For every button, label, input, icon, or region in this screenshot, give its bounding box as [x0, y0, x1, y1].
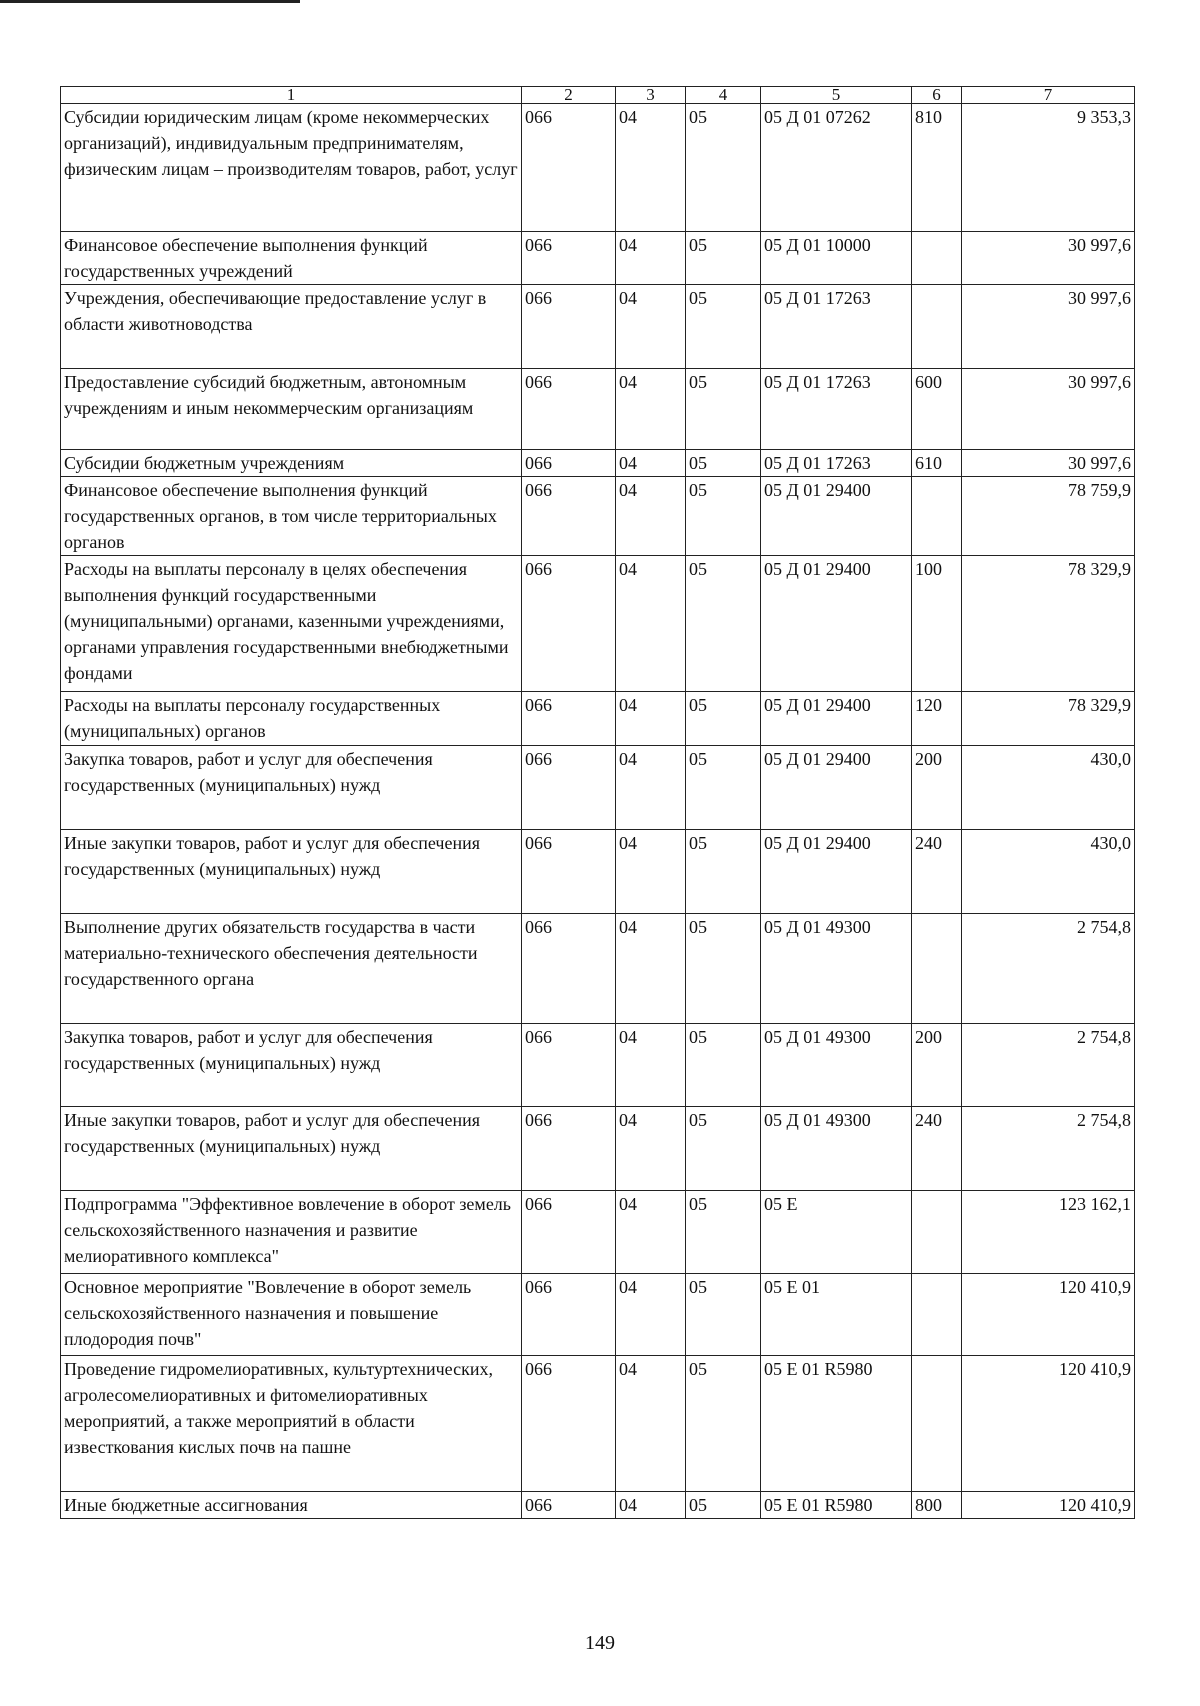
cell-c5: 05 Д 01 17263 [761, 450, 912, 477]
cell-c2: 066 [522, 285, 616, 369]
cell-c3: 04 [616, 1492, 686, 1519]
cell-amount: 123 162,1 [962, 1191, 1135, 1274]
table-row [61, 369, 1135, 450]
cell-name: Подпрограмма "Эффективное вовлечение в оборот земель сельскохозяйственного назначения и развитие мелиоративного комплекса" [61, 1191, 522, 1274]
cell-c6 [912, 1191, 962, 1274]
cell-name: Расходы на выплаты персоналу государственных (муниципальных) органов [61, 692, 522, 746]
cell-c4: 05 [686, 1024, 761, 1107]
cell-c2: 066 [522, 692, 616, 746]
cell-c6: 800 [912, 1492, 962, 1519]
table-row [61, 1024, 1135, 1107]
budget-table [60, 86, 1135, 1519]
table-row [61, 477, 1135, 556]
cell-c6: 120 [912, 692, 962, 746]
cell-name: Иные закупки товаров, работ и услуг для обеспечения государственных (муниципальных) нужд [61, 830, 522, 914]
cell-name: Иные бюджетные ассигнования [61, 1492, 522, 1519]
cell-c3: 04 [616, 1107, 686, 1191]
cell-c3: 04 [616, 232, 686, 285]
cell-c4: 05 [686, 1492, 761, 1519]
cell-amount: 78 329,9 [962, 692, 1135, 746]
cell-c4: 05 [686, 477, 761, 556]
cell-c6 [912, 914, 962, 1024]
table-row [61, 1356, 1135, 1492]
cell-amount: 78 759,9 [962, 477, 1135, 556]
cell-c2: 066 [522, 1191, 616, 1274]
cell-amount: 30 997,6 [962, 450, 1135, 477]
cell-amount: 30 997,6 [962, 369, 1135, 450]
cell-amount: 430,0 [962, 746, 1135, 830]
cell-c6: 100 [912, 556, 962, 692]
cell-amount: 2 754,8 [962, 1024, 1135, 1107]
cell-amount: 2 754,8 [962, 1107, 1135, 1191]
cell-c5: 05 Д 01 49300 [761, 914, 912, 1024]
cell-c6: 200 [912, 746, 962, 830]
col-header: 6 [912, 87, 962, 104]
cell-c6: 200 [912, 1024, 962, 1107]
cell-c5: 05 Д 01 17263 [761, 369, 912, 450]
cell-c2: 066 [522, 746, 616, 830]
cell-c6: 810 [912, 104, 962, 232]
table-row [61, 914, 1135, 1024]
cell-c3: 04 [616, 1274, 686, 1356]
cell-c3: 04 [616, 692, 686, 746]
cell-c5: 05 Е 01 R5980 [761, 1356, 912, 1492]
table-body [61, 104, 1135, 1519]
cell-c4: 05 [686, 1356, 761, 1492]
cell-amount: 30 997,6 [962, 232, 1135, 285]
cell-c6 [912, 1356, 962, 1492]
cell-name: Иные закупки товаров, работ и услуг для обеспечения государственных (муниципальных) нужд [61, 1107, 522, 1191]
cell-c3: 04 [616, 914, 686, 1024]
page-number: 149 [585, 1632, 615, 1654]
cell-c5: 05 Д 01 49300 [761, 1024, 912, 1107]
table-row [61, 450, 1135, 477]
col-header: 1 [61, 87, 522, 104]
cell-c2: 066 [522, 232, 616, 285]
cell-c4: 05 [686, 232, 761, 285]
header-row [61, 87, 1135, 104]
cell-name: Закупка товаров, работ и услуг для обеспечения государственных (муниципальных) нужд [61, 1024, 522, 1107]
cell-c6 [912, 232, 962, 285]
cell-name: Субсидии юридическим лицам (кроме некоммерческих организаций), индивидуальным предпринимателям, физическим лицам – производителям товаров, работ, услуг [61, 104, 522, 232]
cell-c5: 05 Д 01 17263 [761, 285, 912, 369]
cell-c5: 05 Д 01 29400 [761, 477, 912, 556]
cell-c3: 04 [616, 1191, 686, 1274]
cell-name: Финансовое обеспечение выполнения функций государственных учреждений [61, 232, 522, 285]
cell-amount: 120 410,9 [962, 1492, 1135, 1519]
cell-c2: 066 [522, 477, 616, 556]
cell-amount: 430,0 [962, 830, 1135, 914]
table-row [61, 746, 1135, 830]
cell-c2: 066 [522, 830, 616, 914]
cell-c6: 240 [912, 830, 962, 914]
cell-c5: 05 Д 01 29400 [761, 692, 912, 746]
cell-c5: 05 Д 01 07262 [761, 104, 912, 232]
cell-name: Выполнение других обязательств государства в части материально-технического обеспечения деятельности государственного органа [61, 914, 522, 1024]
cell-amount: 78 329,9 [962, 556, 1135, 692]
cell-name: Финансовое обеспечение выполнения функций государственных органов, в том числе территориальных органов [61, 477, 522, 556]
cell-c3: 04 [616, 285, 686, 369]
cell-c3: 04 [616, 369, 686, 450]
cell-c2: 066 [522, 1356, 616, 1492]
table-row [61, 1107, 1135, 1191]
cell-c4: 05 [686, 1107, 761, 1191]
col-header: 5 [761, 87, 912, 104]
table-row [61, 1274, 1135, 1356]
cell-amount: 2 754,8 [962, 914, 1135, 1024]
cell-c4: 05 [686, 450, 761, 477]
table-row [61, 1492, 1135, 1519]
cell-c2: 066 [522, 104, 616, 232]
cell-c4: 05 [686, 692, 761, 746]
cell-c6 [912, 477, 962, 556]
cell-c5: 05 Д 01 49300 [761, 1107, 912, 1191]
cell-c3: 04 [616, 556, 686, 692]
cell-c2: 066 [522, 556, 616, 692]
table-row [61, 556, 1135, 692]
cell-c5: 05 Е [761, 1191, 912, 1274]
cell-c2: 066 [522, 450, 616, 477]
cell-c6: 600 [912, 369, 962, 450]
cell-c3: 04 [616, 1356, 686, 1492]
cell-amount: 30 997,6 [962, 285, 1135, 369]
cell-c4: 05 [686, 746, 761, 830]
col-header: 2 [522, 87, 616, 104]
table-row [61, 232, 1135, 285]
cell-amount: 9 353,3 [962, 104, 1135, 232]
cell-amount: 120 410,9 [962, 1356, 1135, 1492]
cell-c2: 066 [522, 914, 616, 1024]
top-rule [0, 0, 300, 3]
cell-c2: 066 [522, 1274, 616, 1356]
cell-c5: 05 Д 01 29400 [761, 830, 912, 914]
cell-c2: 066 [522, 1492, 616, 1519]
cell-name: Основное мероприятие "Вовлечение в оборот земель сельскохозяйственного назначения и повышение плодородия почв" [61, 1274, 522, 1356]
col-header: 7 [962, 87, 1135, 104]
cell-c4: 05 [686, 1191, 761, 1274]
cell-c4: 05 [686, 369, 761, 450]
cell-name: Расходы на выплаты персоналу в целях обеспечения выполнения функций государственными (муниципальными) органами, казенными учреждениями, органами управления государственными внебюджетными фондами [61, 556, 522, 692]
cell-c6 [912, 1274, 962, 1356]
cell-c4: 05 [686, 830, 761, 914]
cell-c4: 05 [686, 914, 761, 1024]
cell-c5: 05 Е 01 R5980 [761, 1492, 912, 1519]
cell-c3: 04 [616, 104, 686, 232]
cell-c4: 05 [686, 1274, 761, 1356]
cell-c6 [912, 285, 962, 369]
cell-c2: 066 [522, 369, 616, 450]
table-row [61, 692, 1135, 746]
cell-c5: 05 Д 01 29400 [761, 556, 912, 692]
table-header [61, 87, 1135, 104]
cell-name: Проведение гидромелиоративных, культуртехнических, агролесомелиоративных и фитомелиоративных мероприятий, а также мероприятий в области известкования кислых почв на пашне [61, 1356, 522, 1492]
table-row [61, 1191, 1135, 1274]
cell-c6: 610 [912, 450, 962, 477]
cell-c3: 04 [616, 1024, 686, 1107]
col-header: 3 [616, 87, 686, 104]
cell-c4: 05 [686, 285, 761, 369]
cell-c2: 066 [522, 1024, 616, 1107]
table-row [61, 830, 1135, 914]
cell-c4: 05 [686, 104, 761, 232]
cell-name: Предоставление субсидий бюджетным, автономным учреждениям и иным некоммерческим организациям [61, 369, 522, 450]
cell-c5: 05 Д 01 29400 [761, 746, 912, 830]
cell-name: Субсидии бюджетным учреждениям [61, 450, 522, 477]
cell-c3: 04 [616, 746, 686, 830]
cell-c5: 05 Д 01 10000 [761, 232, 912, 285]
cell-c2: 066 [522, 1107, 616, 1191]
cell-c3: 04 [616, 477, 686, 556]
col-header: 4 [686, 87, 761, 104]
cell-c6: 240 [912, 1107, 962, 1191]
cell-name: Учреждения, обеспечивающие предоставление услуг в области животноводства [61, 285, 522, 369]
cell-c3: 04 [616, 450, 686, 477]
table-row [61, 104, 1135, 232]
cell-c3: 04 [616, 830, 686, 914]
cell-c5: 05 Е 01 [761, 1274, 912, 1356]
cell-name: Закупка товаров, работ и услуг для обеспечения государственных (муниципальных) нужд [61, 746, 522, 830]
cell-c4: 05 [686, 556, 761, 692]
cell-amount: 120 410,9 [962, 1274, 1135, 1356]
table-row [61, 285, 1135, 369]
